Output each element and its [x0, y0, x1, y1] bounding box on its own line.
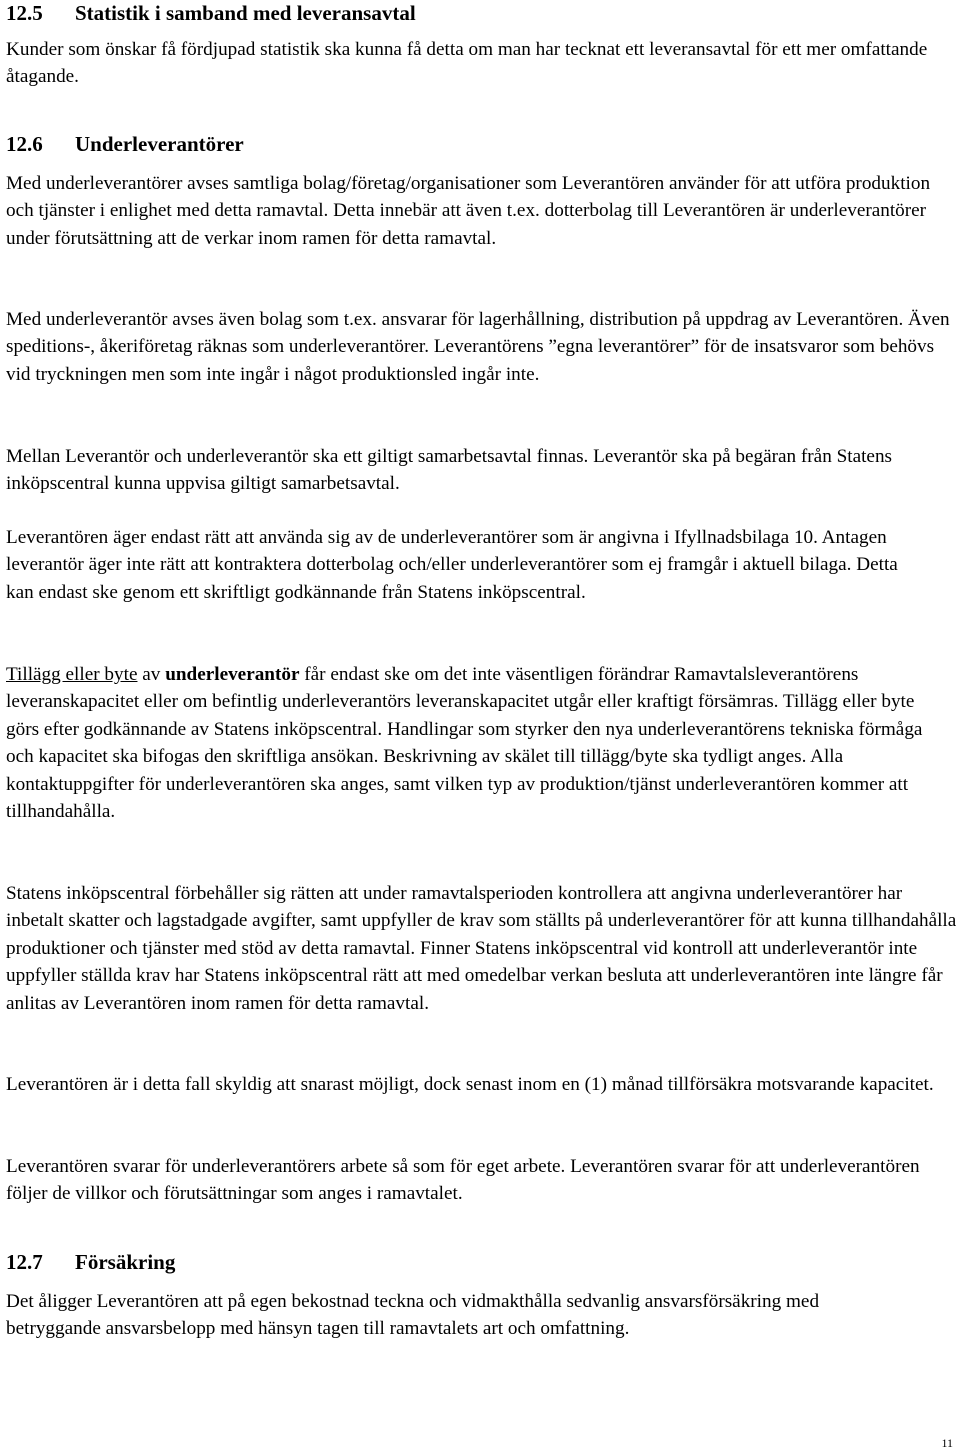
paragraph: Leverantören svarar för underleverantörers arbete så som för eget arbete. Leverantören svarar för att underleverantören följer de villkor och förutsättningar som anges i ramavtalet. [6, 1156, 920, 1205]
paragraph: Med underleverantörer avses samtliga bolag/företag/organisationer som Leverantören använder för att utföra produktion och tjänster i enlighet med detta ramavtal. Detta innebär att även t.ex. dotterbolag till Leverantören är underleverantörer under förutsättning att de verkar inom ramen för detta ramavtal. [6, 173, 931, 249]
paragraph: Leverantören är i detta fall skyldig att snarast möjligt, dock senast inom en (1) månad tillförsäkra motsvarande kapacitet. [6, 1074, 934, 1095]
section-number: 12.5 [6, 1, 43, 25]
section-heading-12-6 [6, 131, 244, 157]
section-title: Underleverantörer [75, 132, 244, 156]
inline-text: får endast ske om det inte väsentligen förändrar Ramavtalsleverantörens leveranskapacitet eller om befintlig underleverantörs leveranskapacitet utgår eller kraftigt försämras. Tillägg eller byte görs efter godkännande av Statens inköpscentral. Handlingar som styrker den nya underleverantörens tekniska förmåga och kapacitet ska bifogas den skriftliga ansökan. Beskrivning av skälet till tillägg/byte ska tydligt anges. Alla kontaktuppgifter för underleverantören ska anges, samt vilken typ av produktion/tjänst underleverantören kommer att tillhandahålla. [6, 664, 923, 823]
paragraph [6, 661, 936, 825]
section-heading-12-5 [6, 0, 416, 26]
paragraph: Leverantören äger endast rätt att använda sig av de underleverantörer som är angivna i Ifyllnadsbilaga 10. Antagen leverantör äger inte rätt att kontraktera dotterbolag och/eller underleverantörer som ej framgår i aktuell bilaga. Detta kan endast ske genom ett skriftligt godkännande från Statens inköpscentral. [6, 527, 898, 603]
section-number: 12.7 [6, 1250, 43, 1274]
bold-text: underleverantör [165, 664, 300, 685]
paragraph: Med underleverantör avses även bolag som t.ex. ansvarar för lagerhållning, distribution på uppdrag av Leverantören. Även speditions-, åkeriföretag räknas som underleverantörer. Leverantörens ”egna leverantörer” för de insatsvaror som behövs vid tryckningen men som inte ingår i något produktionsled ingår inte. [6, 309, 950, 385]
underlined-text: Tillägg eller byte [6, 664, 138, 685]
section-title: Statistik i samband med leveransavtal [75, 1, 416, 25]
section-title: Försäkring [75, 1250, 176, 1274]
paragraph: Kunder som önskar få fördjupad statistik ska kunna få detta om man har tecknat ett leveransavtal för ett mer omfattande åtagande. [6, 39, 928, 88]
paragraph: Det åligger Leverantören att på egen bekostnad teckna och vidmakthålla sedvanlig ansvarsförsäkring med betryggande ansvarsbelopp med hänsyn tagen till ramavtalets art och omfattning. [6, 1291, 820, 1340]
page-number: 11 [941, 1436, 953, 1450]
section-heading-12-7 [6, 1249, 175, 1275]
section-number: 12.6 [6, 132, 43, 156]
inline-text: av [137, 664, 166, 685]
paragraph: Statens inköpscentral förbehåller sig rätten att under ramavtalsperioden kontrollera att angivna underleverantörer har inbetalt skatter och lagstadgade avgifter, samt uppfyller de krav som ställts på underleverantörer för att kunna tillhandahålla produktioner och tjänster med stöd av detta ramavtal. Finner Statens inköpscentral vid kontroll att underleverantör inte uppfyller ställda krav har Statens inköpscentral rätt att med omedelbar verkan besluta att underleverantören inte längre får anlitas av Leverantören inom ramen för detta ramavtal. [6, 883, 957, 1014]
paragraph: Mellan Leverantör och underleverantör ska ett giltigt samarbetsavtal finnas. Leverantör ska på begäran från Statens inköpscentral kunna uppvisa giltigt samarbetsavtal. [6, 446, 893, 495]
